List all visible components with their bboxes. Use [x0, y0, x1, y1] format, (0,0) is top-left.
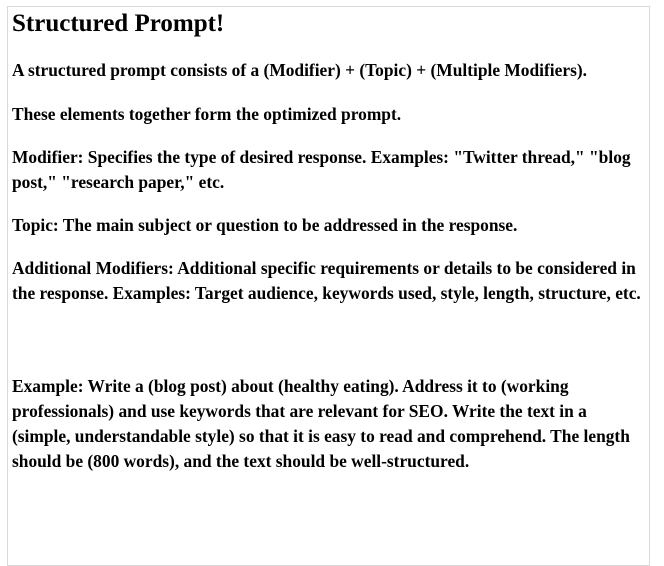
- document-page: [7, 6, 650, 566]
- paragraph-modifier: Modifier: Specifies the type of desired response. Examples: "Twitter thread," "blog post," "research paper," etc.: [12, 147, 631, 192]
- paragraph-example: Example: Write a (blog post) about (healthy eating). Address it to (working professionals) and use keywords that are relevant for SEO. Write the text in a (simple, understandable style) so that it is easy to read and comprehend. The length should be (800 words), and the text should be well-structured.: [12, 376, 630, 471]
- paragraph-optimized-prompt: These elements together form the optimized prompt.: [12, 104, 402, 124]
- paragraph-topic: Topic: The main subject or question to be addressed in the response.: [12, 215, 518, 235]
- paragraph-structure-definition: A structured prompt consists of a (Modifier) + (Topic) + (Multiple Modifiers).: [12, 60, 587, 80]
- page-title: Structured Prompt!: [12, 10, 225, 37]
- paragraph-additional-modifiers: Additional Modifiers: Additional specific requirements or details to be considered in the response. Examples: Target audience, keywords used, style, length, structure, etc.: [12, 258, 641, 303]
